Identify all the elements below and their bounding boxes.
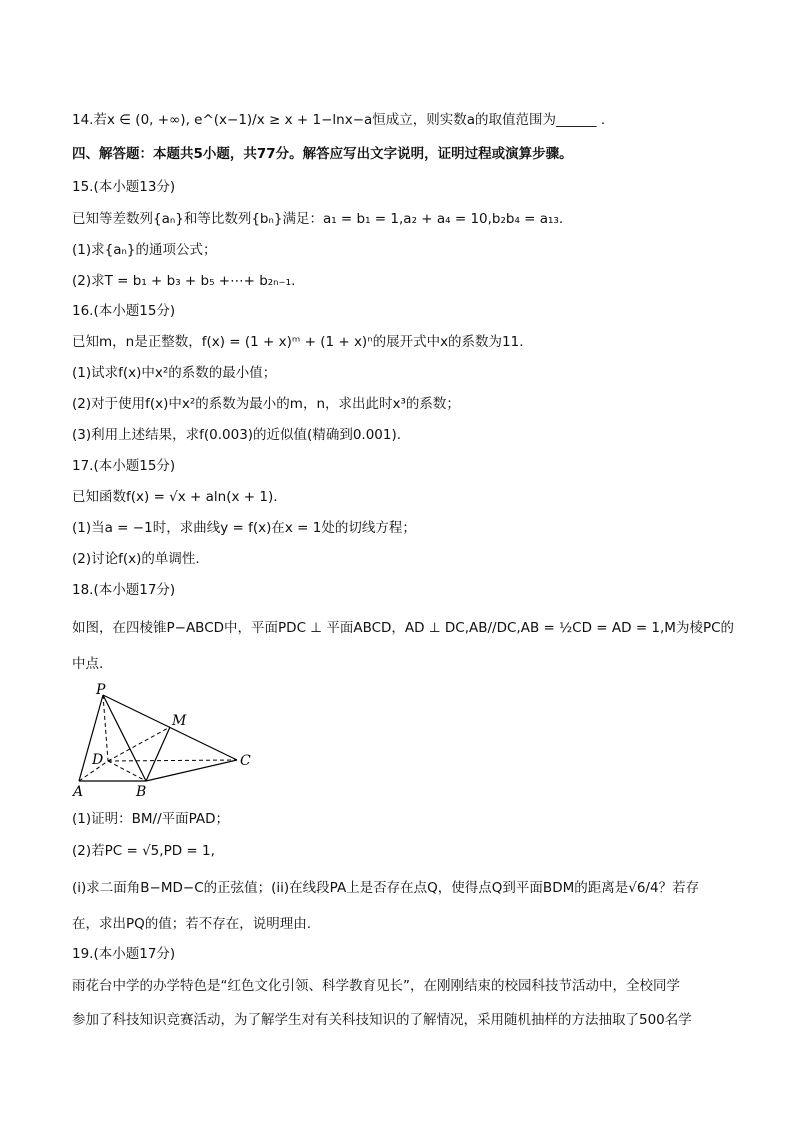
question-18-header: 18.(本小题17分): [72, 582, 176, 598]
question-17-stem: 已知函数f(x) = √x + aln(x + 1).: [72, 489, 278, 505]
question-17-header: 17.(本小题15分): [72, 458, 176, 474]
question-17-part-1: (1)当a = −1时，求曲线y = f(x)在x = 1处的切线方程；: [72, 520, 416, 536]
edge-PD: [103, 695, 108, 761]
question-15-part-1: (1)求{aₙ}的通项公式；: [72, 242, 217, 258]
vertex-label-C: C: [240, 753, 251, 769]
section-4-heading: 四、解答题：本题共5小题，共77分。解答应写出文字说明，证明过程或演算步骤。: [72, 146, 573, 162]
edge-BC: [146, 760, 237, 781]
question-19-header: 19.(本小题17分): [72, 946, 176, 962]
vertex-label-D: D: [92, 752, 104, 768]
edge-DB: [108, 761, 146, 781]
question-16-stem: 已知m，n是正整数，f(x) = (1 + x)ᵐ + (1 + x)ⁿ的展开式中x的系数为11.: [72, 334, 524, 350]
question-15-part-2: (2)求T = b₁ + b₃ + b₅ +⋯+ b₂ₙ₋₁.: [72, 273, 296, 289]
question-18-stem-line-1: 如图，在四棱锥P−ABCD中，平面PDC ⊥ 平面ABCD，AD ⊥ DC,AB//DC,AB = ½CD = AD = 1,M为棱PC的: [72, 620, 735, 636]
question-14: 14.若x ∈ (0, +∞), e^(x−1)/x ≥ x + 1−lnx−a恒成立，则实数a的取值范围为______ .: [72, 112, 606, 128]
question-19-stem-line-2: 参加了科技知识竞赛活动，为了解学生对有关科技知识的了解情况，采用随机抽样的方法抽取了500名学: [72, 1012, 692, 1028]
question-18-subparts: (i)求二面角B−MD−C的正弦值；(ii)在线段PA上是否存在点Q，使得点Q到平面BDM的距离是√6/4？若存: [72, 880, 700, 896]
vertex-label-B: B: [136, 784, 147, 800]
pyramid-figure: [70, 683, 260, 801]
question-16-part-2: (2)对于使用f(x)中x²的系数为最小的m，n，求出此时x³的系数；: [72, 396, 460, 412]
question-16-part-3: (3)利用上述结果，求f(0.003)的近似值(精确到0.001).: [72, 427, 402, 443]
vertex-label-M: M: [172, 713, 187, 729]
question-18-part-1: (1)证明：BM//平面PAD；: [72, 811, 230, 827]
question-18-stem-line-2: 中点.: [72, 656, 104, 672]
vertex-label-P: P: [96, 683, 106, 698]
edge-PA: [79, 695, 103, 781]
edge-PB: [103, 695, 146, 781]
question-19-stem-line-1: 雨花台中学的办学特色是“红色文化引领、科学教育见长”，在刚刚结束的校园科技节活动中，全校同学: [72, 978, 680, 994]
question-15-stem: 已知等差数列{aₙ}和等比数列{bₙ}满足：a₁ = b₁ = 1,a₂ + a₄ = 10,b₂b₄ = a₁₃.: [72, 211, 564, 227]
question-15-header: 15.(本小题13分): [72, 179, 176, 195]
edge-DC: [108, 760, 237, 761]
question-16-header: 16.(本小题15分): [72, 303, 176, 319]
edge-DM: [108, 727, 170, 761]
question-18-subparts-cont: 在，求出PQ的值；若不存在，说明理由.: [72, 916, 312, 932]
vertex-label-A: A: [73, 784, 84, 800]
question-17-part-2: (2)讨论f(x)的单调性.: [72, 551, 200, 567]
question-16-part-1: (1)试求f(x)中x²的系数的最小值；: [72, 365, 277, 381]
edge-BM: [146, 727, 170, 781]
question-18-part-2: (2)若PC = √5,PD = 1,: [72, 843, 215, 859]
